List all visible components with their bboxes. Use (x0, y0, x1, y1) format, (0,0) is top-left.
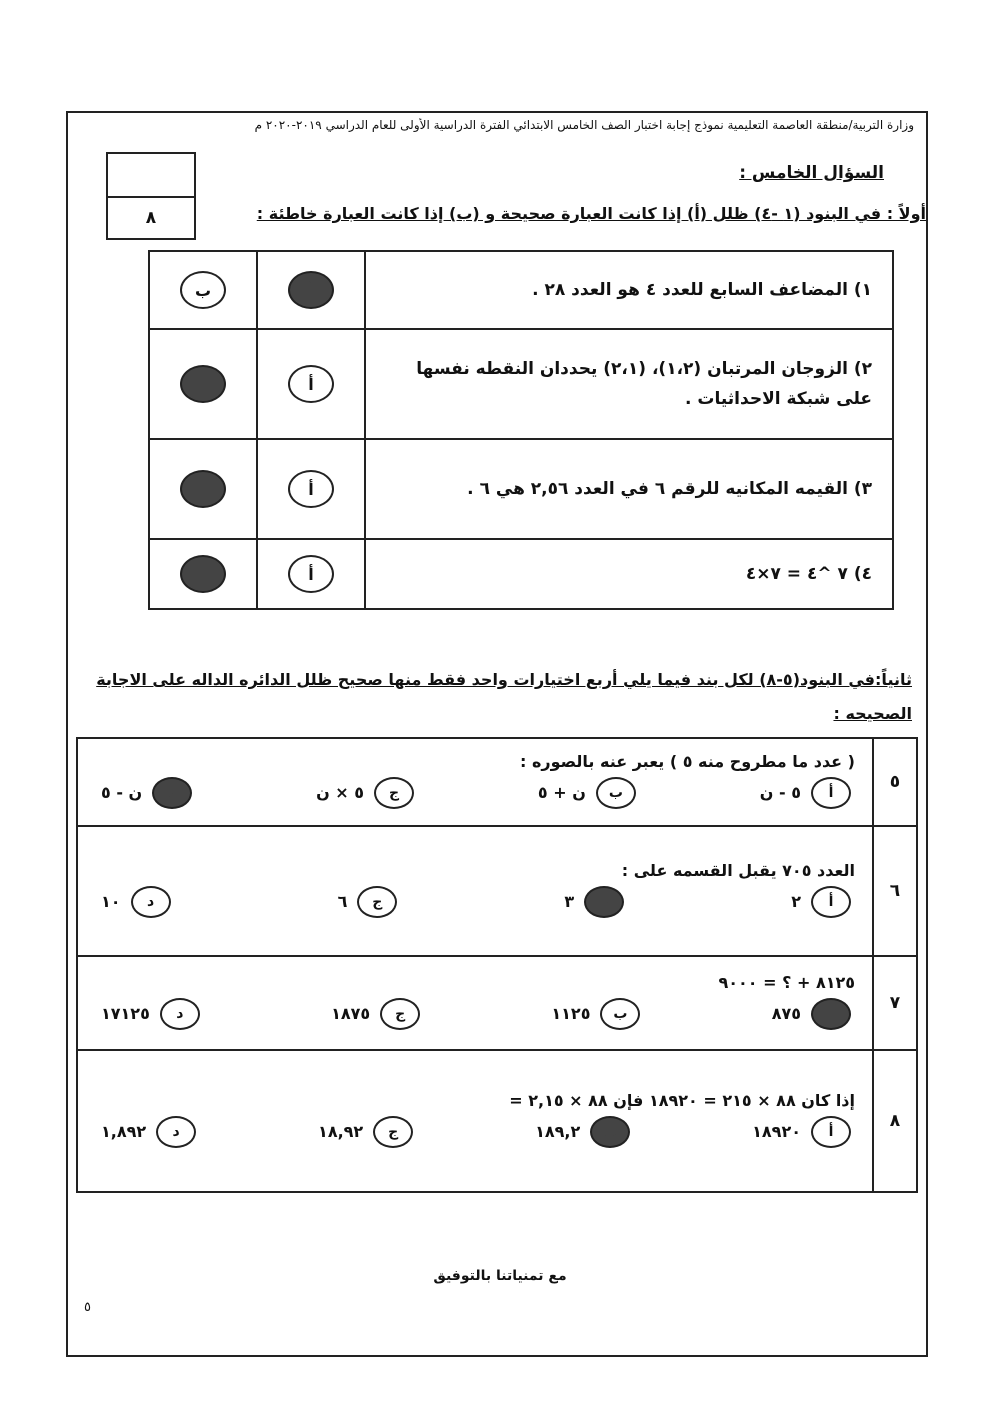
mc-option-circle[interactable]: ب (590, 1116, 630, 1148)
mc-choices (79, 771, 871, 819)
mc-choice-text: ٣ (564, 892, 575, 911)
tf-cell-a (257, 539, 365, 609)
mc-option-circle[interactable]: ب (584, 886, 624, 918)
mc-choice (331, 998, 420, 1030)
multiple-choice-table (76, 737, 918, 1193)
mc-choice (316, 777, 414, 809)
tf-cell-b (149, 439, 257, 539)
mc-content (77, 956, 873, 1050)
mc-choice-text: ن + ٥ (537, 783, 586, 802)
mc-option-circle[interactable]: أ (811, 777, 851, 809)
tf-statement: ٢) الزوجان المرتبان (١،٢)، (٢،١) يحددان النقطه نفسها على شبكة الاحداثيات . (365, 329, 893, 439)
tf-row (149, 329, 893, 439)
mc-choice (752, 1116, 851, 1148)
mc-option-circle[interactable]: د (156, 1116, 196, 1148)
part2-instructions: ثانياً:في البنود(٥-٨) لكل بند فيما يلي أربع اختيارات واحد فقط منها صحيح ظلل الدائره الداله على الاجابة الصحيحه : (96, 670, 912, 723)
mc-question: ٨١٢٥ + ؟ = ٩٠٠٠ (718, 972, 855, 992)
mc-choice-text: ٥ × ن (316, 783, 365, 802)
mc-choice (551, 998, 640, 1030)
mc-option-circle[interactable]: ب (600, 998, 640, 1030)
tf-option-b[interactable]: ب (180, 555, 226, 593)
grade-box-score: ٨ (145, 208, 157, 228)
question-title: السؤال الخامس : (739, 163, 884, 183)
tf-option-a[interactable]: أ (288, 271, 334, 309)
mc-option-circle[interactable]: د (160, 998, 200, 1030)
tf-option-b[interactable]: ب (180, 271, 226, 309)
mc-number: ٧ (873, 956, 917, 1050)
mc-row (77, 826, 917, 956)
tf-cell-a (257, 251, 365, 329)
mc-choice (101, 998, 200, 1030)
mc-choice (564, 886, 624, 918)
mc-number: ٨ (873, 1050, 917, 1192)
tf-statement: ٤) ٧ ^٤ = ٧×٤ (365, 539, 893, 609)
page-header: وزارة التربية/منطقة العاصمة التعليمية نموذج إجابة اختبار الصف الخامس الابتدائي الفترة الدراسية الأولى للعام الدراسي ٢٠١٩-٢٠٢٠ م (254, 118, 914, 132)
mc-choice-text: ٦ (337, 892, 348, 911)
mc-choice-text: ١٨٧٥ (331, 1004, 371, 1023)
mc-choice-text: ١٧١٢٥ (101, 1004, 150, 1023)
mc-choice-text: ن - ٥ (101, 783, 143, 802)
mc-option-circle[interactable]: ج (373, 1116, 413, 1148)
tf-option-b[interactable]: ب (180, 365, 226, 403)
tf-option-b[interactable]: ب (180, 470, 226, 508)
mc-choice (101, 886, 171, 918)
mc-option-circle[interactable]: أ (811, 1116, 851, 1148)
mc-number: ٦ (873, 826, 917, 956)
tf-row (149, 251, 893, 329)
mc-option-circle[interactable]: د (131, 886, 171, 918)
mc-option-circle[interactable]: ب (596, 777, 636, 809)
mc-choice (101, 1116, 196, 1148)
part1-instructions: أولاً : في البنود (١ -٤) ظلل (أ) إذا كانت العبارة صحيحة و (ب) إذا كانت العبارة خاطئة : (256, 204, 926, 223)
mc-choice (338, 886, 398, 918)
mc-row (77, 1050, 917, 1192)
footer-wish: مع تمنياتنا بالتوفيق (433, 1268, 567, 1284)
tf-statement: ١) المضاعف السابع للعدد ٤ هو العدد ٢٨ . (365, 251, 893, 329)
mc-question: إذا كان ٨٨ × ٢١٥ = ١٨٩٢٠ فإن ٨٨ × ٢,١٥ = (509, 1090, 855, 1110)
tf-option-a[interactable]: أ (288, 365, 334, 403)
mc-choices (79, 1110, 871, 1158)
mc-content (77, 738, 873, 826)
mc-choice (318, 1116, 413, 1148)
mc-choice-text: ١٨,٩٢ (318, 1122, 364, 1141)
mc-row (77, 956, 917, 1050)
mc-option-circle[interactable]: أ (811, 998, 851, 1030)
mc-choice-text: ١,٨٩٢ (101, 1122, 147, 1141)
tf-cell-b (149, 539, 257, 609)
tf-cell-a (257, 329, 365, 439)
mc-choice (538, 777, 636, 809)
mc-choice (535, 1116, 630, 1148)
mc-choice (791, 886, 851, 918)
grade-box (106, 152, 196, 240)
mc-option-circle[interactable]: ج (380, 998, 420, 1030)
mc-choice-text: ١٨٩٢٠ (752, 1122, 801, 1141)
mc-choice-text: ٥ - ن (759, 783, 801, 802)
tf-option-a[interactable]: أ (288, 470, 334, 508)
mc-choices (79, 880, 871, 928)
tf-option-a[interactable]: أ (288, 555, 334, 593)
mc-option-circle[interactable]: د (152, 777, 192, 809)
true-false-table (148, 250, 894, 610)
tf-cell-a (257, 439, 365, 539)
mc-number: ٥ (873, 738, 917, 826)
mc-choice (101, 777, 192, 809)
mc-question: العدد ٧٠٥ يقبل القسمه على : (621, 860, 855, 880)
page-number: ٥ (84, 1300, 91, 1315)
tf-cell-b (149, 251, 257, 329)
mc-choice-text: ١٨٩,٢ (535, 1122, 581, 1141)
mc-content (77, 1050, 873, 1192)
grade-box-empty (108, 154, 194, 198)
tf-statement: ٣) القيمه المكانيه للرقم ٦ في العدد ٢,٥٦ هي ٦ . (365, 439, 893, 539)
tf-row (149, 439, 893, 539)
mc-choice-text: ٢ (791, 892, 801, 911)
tf-cell-b (149, 329, 257, 439)
mc-choice-text: ١٠ (101, 892, 121, 911)
mc-option-circle[interactable]: ج (374, 777, 414, 809)
mc-choice-text: ١١٢٥ (551, 1004, 591, 1023)
mc-choice (772, 998, 851, 1030)
mc-row (77, 738, 917, 826)
mc-choices (79, 992, 871, 1040)
mc-option-circle[interactable]: أ (811, 886, 851, 918)
mc-option-circle[interactable]: ج (357, 886, 397, 918)
mc-question: ( عدد ما مطروح منه ٥ ) يعبر عنه بالصوره : (519, 751, 855, 771)
tf-row (149, 539, 893, 609)
mc-choice-text: ٨٧٥ (771, 1004, 801, 1023)
mc-content (77, 826, 873, 956)
mc-choice (760, 777, 851, 809)
